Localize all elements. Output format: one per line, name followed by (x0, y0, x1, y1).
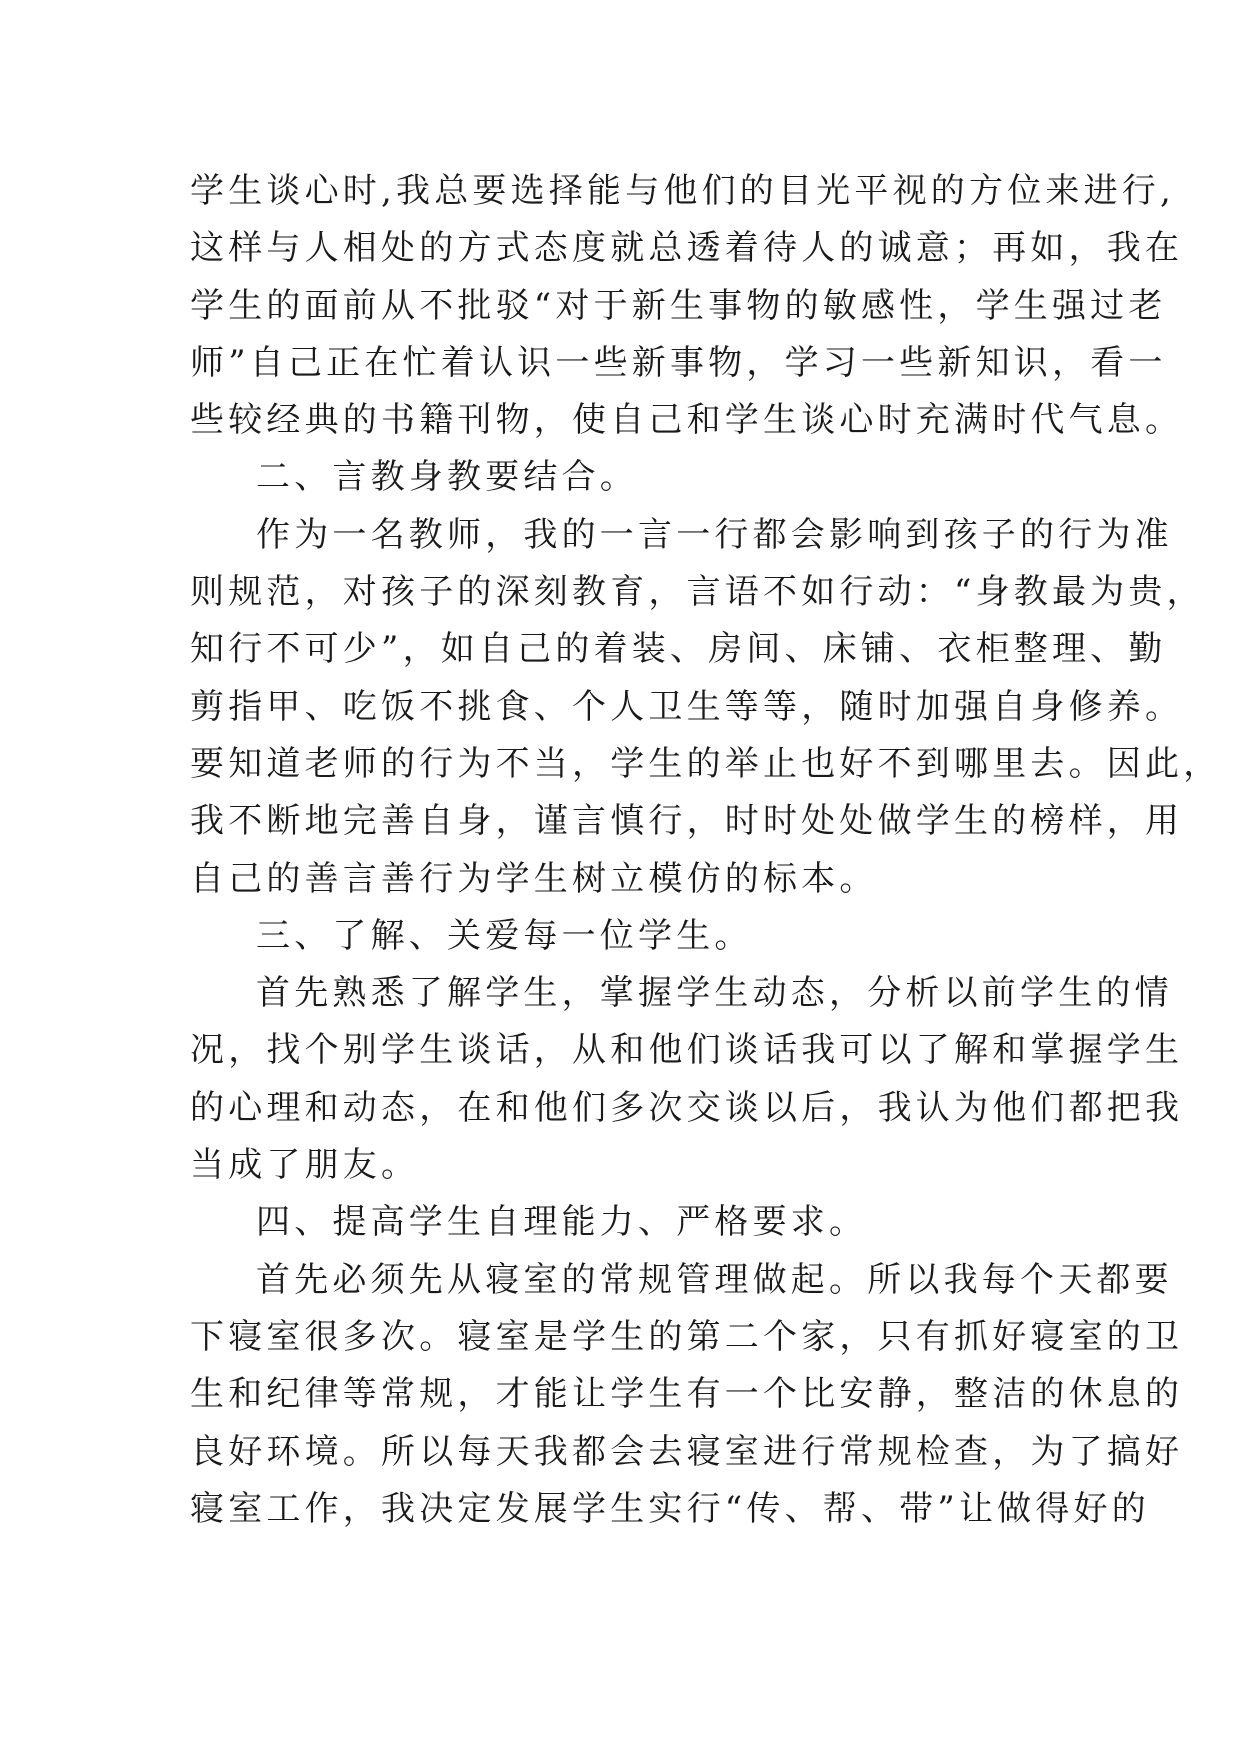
text-line: 则规范，对孩子的深刻教育，言语不如行动：“身教最为贵， (190, 572, 1205, 613)
text-line: 良好环境。所以每天我都会去寝室进行常规检查，为了搞好 (190, 1431, 1184, 1472)
body-text (190, 163, 1222, 1538)
text-line: 知行不可少”，如自己的着装、房间、床铺、衣柜整理、勤 (190, 629, 1167, 670)
text-line: 学生谈心时,我总要选择能与他们的目光平视的方位来进行, (190, 171, 1176, 211)
section-heading: 二、言教身教要结合。 (256, 457, 638, 498)
text-line: 的心理和动态，在和他们多次交谈以后，我认为他们都把我 (190, 1087, 1184, 1128)
text-line: 师”自己正在忙着认识一些新事物，学习一些新知识，看一 (190, 342, 1167, 383)
text-line: 这样与人相处的方式态度就总透着待人的诚意；再如，我在 (190, 228, 1184, 269)
text-line: 我不断地完善自身，谨言慎行，时时处处做学生的榜样，用 (190, 801, 1184, 842)
paragraph-first-line: 首先必须先从寝室的常规管理做起。所以我每个天都要 (256, 1259, 1173, 1300)
text-line: 自己的善言善行为学生树立模仿的标本。 (190, 858, 878, 899)
paragraph-first-line: 首先熟悉了解学生，掌握学生动态，分析以前学生的情 (256, 973, 1173, 1014)
text-line: 生和纪律等常规，才能让学生有一个比安静，整洁的休息的 (190, 1374, 1184, 1415)
text-line: 要知道老师的行为不当，学生的举止也好不到哪里去。因此， (190, 743, 1222, 784)
section-heading: 四、提高学生自理能力、严格要求。 (256, 1202, 868, 1243)
text-line: 寝室工作，我决定发展学生实行“传、帮、带”让做得好的 (190, 1488, 1150, 1529)
text-line: 况，找个别学生谈话，从和他们谈话我可以了解和掌握学生 (190, 1030, 1184, 1071)
paragraph-first-line: 作为一名教师，我的一言一行都会影响到孩子的行为准 (256, 514, 1173, 555)
section-heading: 三、了解、关爱每一位学生。 (256, 915, 753, 956)
text-line: 当成了朋友。 (190, 1145, 420, 1186)
text-line: 些较经典的书籍刊物，使自己和学生谈心时充满时代气息。 (190, 400, 1184, 441)
text-line: 下寝室很多次。寝室是学生的第二个家，只有抓好寝室的卫 (190, 1316, 1184, 1357)
text-line: 剪指甲、吃饭不挑食、个人卫生等等，随时加强自身修养。 (190, 686, 1184, 727)
text-line: 学生的面前从不批驳“对于新生事物的敏感性，学生强过老 (190, 285, 1167, 326)
